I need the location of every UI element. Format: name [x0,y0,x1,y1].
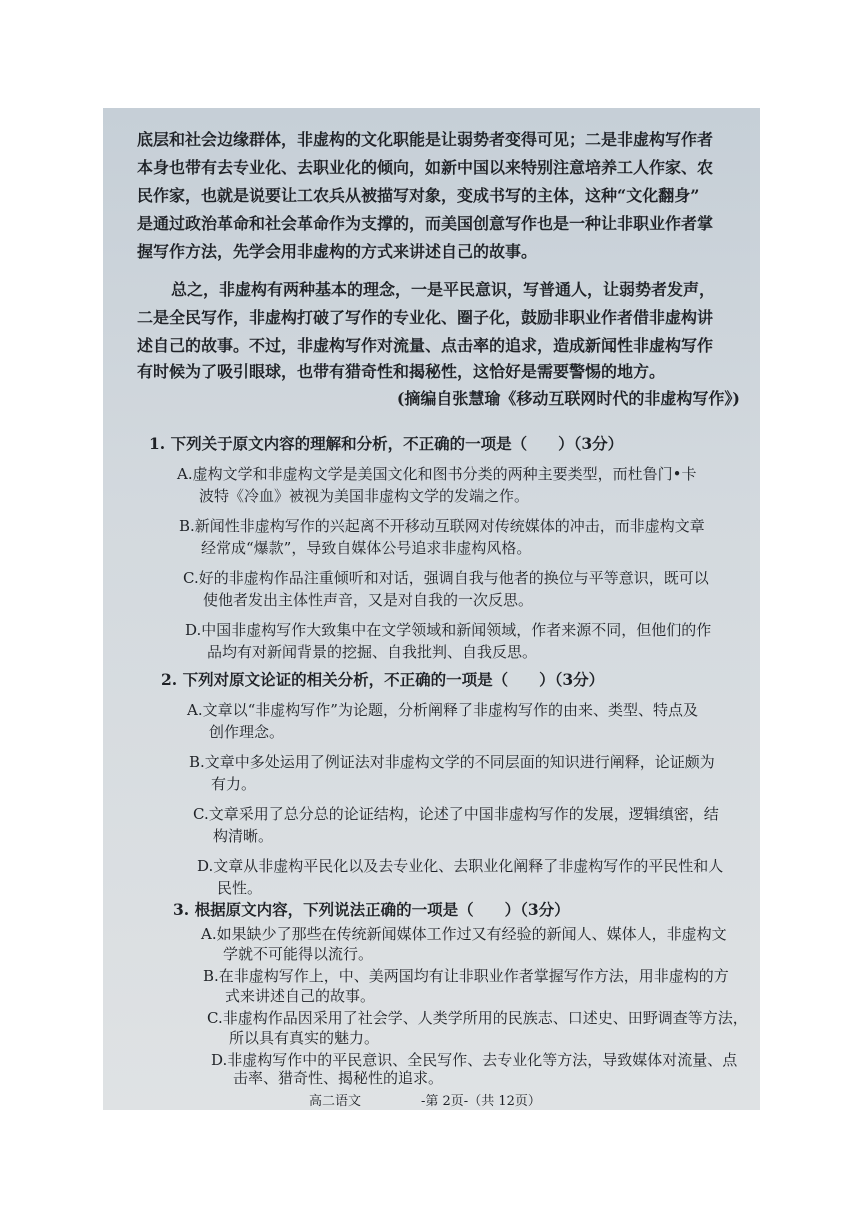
q3-option-b-line1: B.在非虚构写作上，中、美两国均有让非职业作者掌握写作方法，用非虚构的方 [203,967,729,985]
passage-line: 握写作方法，先学会用非虚构的方式来讲述自己的故事。 [137,242,538,261]
q1-option-a-line2: 波特《冷血》被视为美国非虚构文学的发端之作。 [199,487,530,505]
question-3-stem: 3. 根据原文内容，下列说法正确的一项是（ ）（3分） [173,900,570,919]
passage-line: 总之，非虚构有两种基本的理念，一是平民意识，写普通人，让弱势者发声， [171,280,716,299]
q3-option-a-line2: 学就不可能得以流行。 [223,945,374,963]
q2-option-b-line2: 有力。 [211,775,257,793]
passage-line: 二是全民写作，非虚构打破了写作的专业化、圈子化，鼓励非职业作者借非虚构讲 [137,308,714,327]
passage-line: 是通过政治革命和社会革命作为支撑的，而美国创意写作也是一种让非职业作者掌 [137,214,714,233]
passage-line: 述自己的故事。不过，非虚构写作对流量、点击率的追求，造成新闻性非虚构写作 [137,336,714,355]
exam-page-photo [103,108,760,1110]
passage-source: (摘编自张慧瑜《移动互联网时代的非虚构写作》) [396,389,740,408]
q3-option-d-line1: D.非虚构写作中的平民意识、全民写作、去专业化等方法，导致媒体对流量、点 [211,1051,738,1069]
q1-option-b-line2: 经常成“爆款”，导致自媒体公号追求非虚构风格。 [201,539,532,557]
passage-line: 底层和社会边缘群体，非虚构的文化职能是让弱势者变得可见；二是非虚构写作者 [137,130,714,149]
q3-option-c-line1: C.非虚构作品因采用了社会学、人类学所用的民族志、口述史、田野调查等方法， [207,1009,748,1027]
q1-option-c-line2: 使他者发出主体性声音，又是对自我的一次反思。 [203,591,534,609]
footer-page-number: -第 2页-（共 12页） [421,1094,541,1109]
q2-option-d-line2: 民性。 [217,879,263,897]
question-1-stem: 1. 下列关于原文内容的理解和分析，不正确的一项是（ ）（3分） [149,434,624,453]
q2-option-a-line2: 创作理念。 [209,723,285,741]
q2-option-b-line1: B.文章中多处运用了例证法对非虚构文学的不同层面的知识进行阐释，论证颇为 [189,753,715,771]
q3-option-c-line2: 所以具有真实的魅力。 [229,1029,380,1047]
q1-option-c-line1: C.好的非虚构作品注重倾听和对话，强调自我与他者的换位与平等意识，既可以 [183,569,709,587]
passage-line: 本身也带有去专业化、去职业化的倾向，如新中国以来特别注意培养工人作家、农 [137,158,714,177]
q3-option-b-line2: 式来讲述自己的故事。 [225,987,376,1005]
q2-option-a-line1: A.文章以“非虚构写作”为论题，分析阐释了非虚构写作的由来、类型、特点及 [187,701,698,719]
q1-option-d-line1: D.中国非虚构写作大致集中在文学领域和新闻领域，作者来源不同，但他们的作 [185,621,712,639]
q3-option-d-line2: 击率、猎奇性、揭秘性的追求。 [233,1069,444,1087]
q2-option-d-line1: D.文章从非虚构平民化以及去专业化、去职业化阐释了非虚构写作的平民性和人 [197,857,724,875]
passage-line: 民作家，也就是说要让工农兵从被描写对象，变成书写的主体，这种“文化翻身” [137,186,700,205]
passage-line: 有时候为了吸引眼球，也带有猎奇性和揭秘性，这恰好是需要警惕的地方。 [137,362,666,381]
q3-option-a-line1: A.如果缺少了那些在传统新闻媒体工作过又有经验的新闻人、媒体人，非虚构文 [201,925,727,943]
q1-option-d-line2: 品均有对新闻背景的挖掘、自我批判、自我反思。 [207,643,538,661]
q2-option-c-line1: C.文章采用了总分总的论证结构，论述了中国非虚构写作的发展，逻辑缜密，结 [193,805,719,823]
q1-option-a-line1: A.虚构文学和非虚构文学是美国文化和图书分类的两种主要类型，而杜鲁门•卡 [177,465,697,483]
q2-option-c-line2: 构清晰。 [213,827,274,845]
q1-option-b-line1: B.新闻性非虚构写作的兴起离不开移动互联网对传统媒体的冲击，而非虚构文章 [179,517,705,535]
question-2-stem: 2. 下列对原文论证的相关分析，不正确的一项是（ ）（3分） [161,670,605,689]
footer-subject: 高二语文 [309,1094,362,1109]
